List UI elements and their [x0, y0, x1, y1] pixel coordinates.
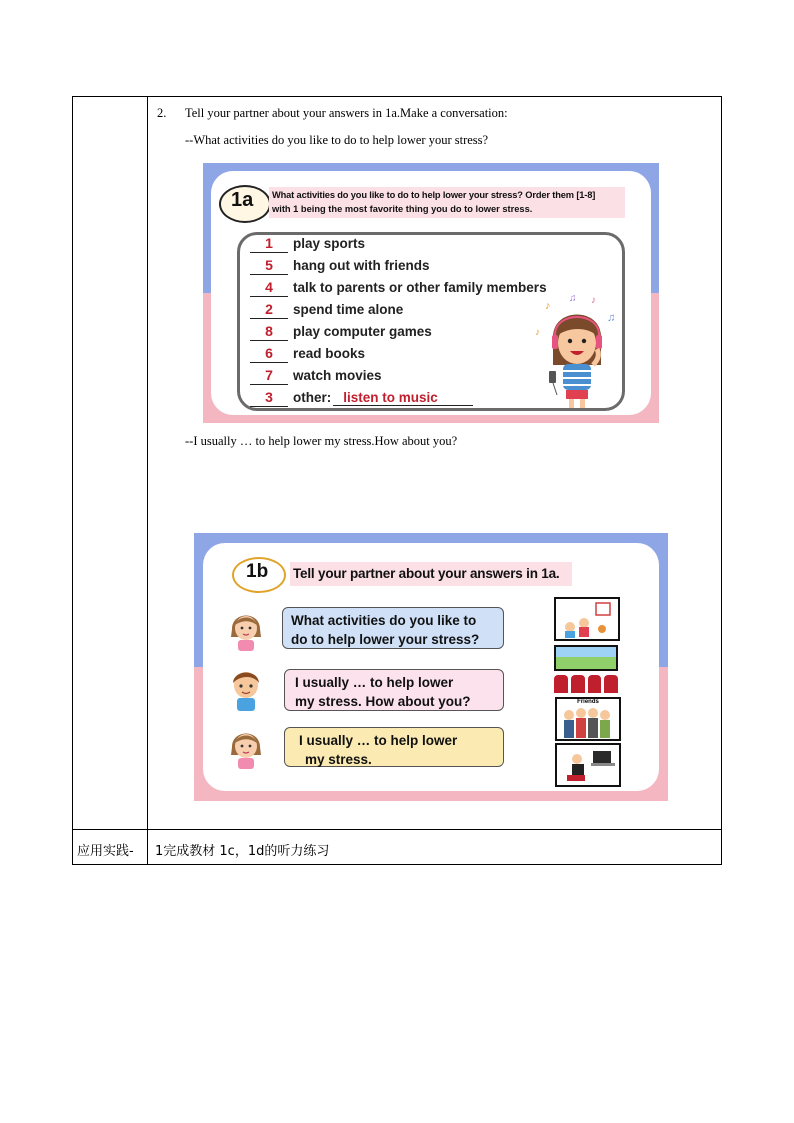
rank-blank: 4: [250, 279, 288, 297]
bubble-line-2: my stress. How about you?: [295, 694, 471, 709]
activity-text: spend time alone: [293, 302, 404, 317]
boy-avatar-icon: [228, 665, 264, 711]
bubble-line-2: my stress.: [305, 752, 372, 767]
rank-blank: 6: [250, 345, 288, 363]
bubble-line-1: I usually … to help lower: [299, 733, 458, 748]
activity-text: hang out with friends: [293, 258, 430, 273]
step-number: 2.: [157, 106, 167, 120]
slide-title: Tell your partner about your answers in 1a.: [293, 566, 560, 581]
thumb-computer: [555, 743, 621, 787]
rank-blank: 3: [250, 389, 288, 407]
step-instruction: Tell your partner about your answers in 1a.Make a conversation:: [185, 106, 508, 120]
activity-text: watch movies: [293, 368, 382, 383]
bubble-line-2: do to help lower your stress?: [291, 632, 480, 647]
bubble-line-1: What activities do you like to: [291, 613, 477, 628]
rank-blank: 2: [250, 301, 288, 319]
answer-line: --I usually … to help lower my stress.How about you?: [185, 434, 458, 448]
activity-text: play computer games: [293, 324, 432, 339]
svg-text:♪: ♪: [545, 300, 551, 312]
girl-music-illustration: [533, 291, 625, 409]
list-item: [250, 367, 382, 387]
friends-caption: Friends: [577, 699, 599, 705]
activity-text: other:: [293, 390, 332, 405]
activity-text: read books: [293, 346, 366, 361]
rank-blank: 8: [250, 323, 288, 341]
badge-1a: 1a: [231, 189, 254, 211]
list-item: [250, 301, 403, 321]
badge-1b: 1b: [246, 561, 269, 582]
activity-text: talk to parents or other family members: [293, 280, 547, 295]
speech-bubble: [284, 727, 504, 767]
girl-avatar-icon-2: [228, 725, 264, 769]
speech-bubble: [282, 607, 504, 649]
list-item: [250, 389, 473, 409]
svg-text:♪: ♪: [591, 295, 596, 306]
activity-text: play sports: [293, 236, 366, 251]
thumb-friends: [555, 697, 621, 741]
thumb-sports: [554, 597, 620, 641]
practice-content: 1完成教材 1c，1d的听力练习: [155, 844, 330, 859]
prompt-line-1: What activities do you like to do to help lower your stress? Order them [1-8]: [272, 190, 596, 200]
svg-text:♪: ♪: [535, 327, 540, 338]
girl-avatar-icon: [228, 607, 264, 651]
rank-blank: 5: [250, 257, 288, 275]
list-item: [250, 279, 547, 299]
thumb-movies: [554, 645, 620, 693]
svg-text:♫: ♫: [607, 312, 616, 324]
slide-1a: [203, 163, 659, 423]
list-item: [250, 257, 430, 277]
bubble-line-1: I usually … to help lower: [295, 675, 454, 690]
list-item: [250, 323, 432, 343]
list-item: [250, 235, 365, 255]
other-answer: listen to music: [333, 390, 473, 406]
svg-text:♫: ♫: [569, 293, 577, 304]
practice-label: 应用实践-: [77, 844, 134, 859]
question-line: --What activities do you like to do to help lower your stress?: [185, 133, 489, 147]
rank-blank: 7: [250, 367, 288, 385]
rank-blank: 1: [250, 235, 288, 253]
slide-1b: [194, 533, 668, 801]
prompt-line-2: with 1 being the most favorite thing you do to lower stress.: [272, 204, 533, 214]
speech-bubble: [284, 669, 504, 711]
list-item: [250, 345, 365, 365]
